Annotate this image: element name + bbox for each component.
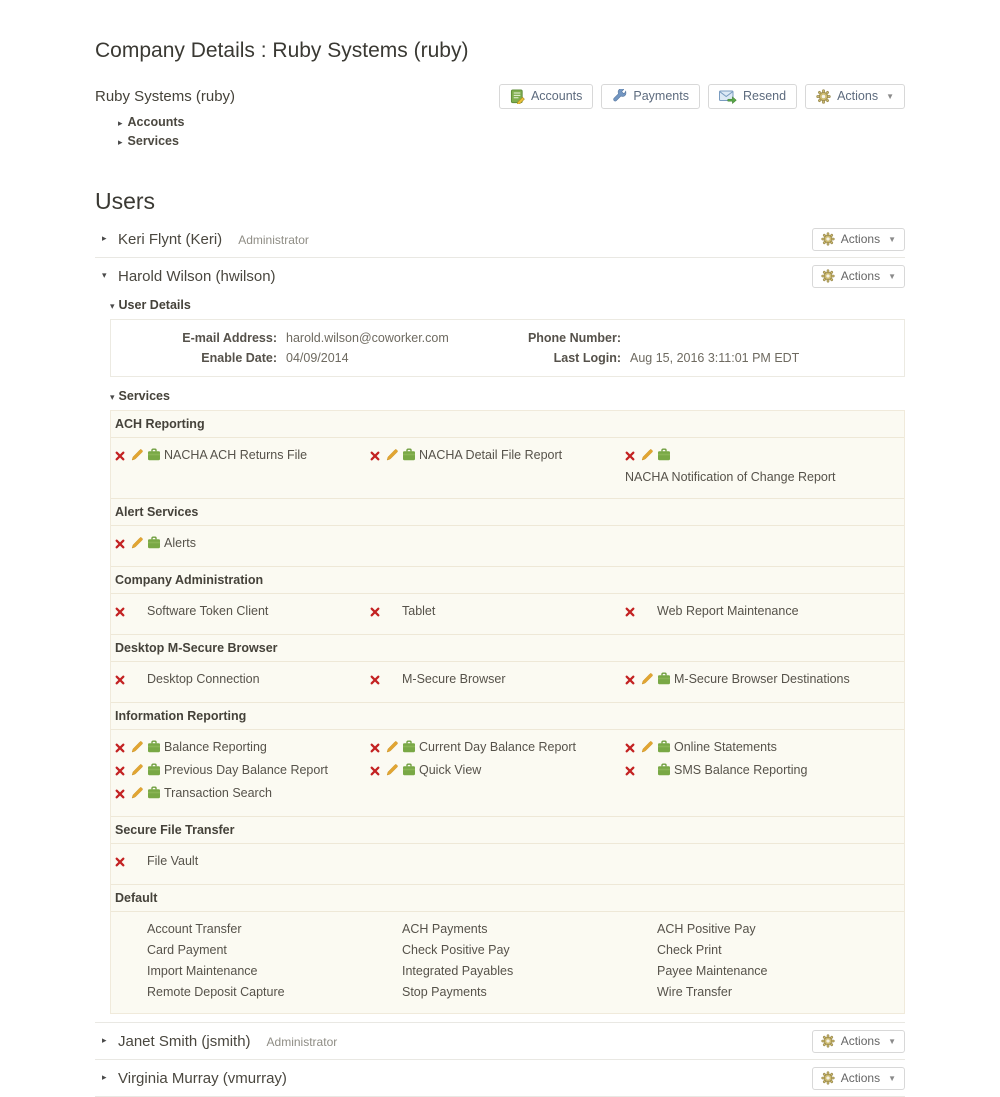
- service-category: [111, 703, 904, 817]
- user-row-toggle[interactable]: [95, 231, 222, 248]
- service-category-items: [111, 730, 904, 817]
- notebook-edit-icon: [510, 89, 525, 104]
- user-row-toggle[interactable]: [95, 1033, 251, 1050]
- service-item: [370, 601, 625, 623]
- pencil-icon: [386, 448, 399, 461]
- edit-service-icon[interactable]: [131, 535, 147, 555]
- remove-service-icon[interactable]: [115, 853, 131, 873]
- remove-service-icon[interactable]: [115, 535, 131, 555]
- service-item: [370, 919, 625, 939]
- briefcase-icon: [657, 740, 671, 753]
- service-category: [111, 567, 904, 635]
- service-item-label: NACHA Notification of Change Report: [625, 470, 836, 484]
- edit-service-icon[interactable]: [131, 739, 147, 759]
- red-x-icon: [115, 675, 125, 685]
- edit-service-icon[interactable]: [386, 447, 402, 467]
- user-name: Virginia Murray (vmurray): [118, 1069, 287, 1087]
- user-block-virginia-murray: [95, 1060, 905, 1097]
- red-x-icon: [625, 451, 635, 461]
- service-item: [625, 919, 880, 939]
- edit-service-icon[interactable]: [641, 671, 657, 691]
- phone-value: [621, 328, 904, 348]
- remove-service-icon[interactable]: [625, 603, 641, 623]
- envelope-send-icon: [719, 90, 737, 104]
- service-item-label: Web Report Maintenance: [657, 604, 799, 618]
- service-category-header: Alert Services: [111, 499, 904, 526]
- service-item: [370, 445, 625, 487]
- entitlements-icon[interactable]: [147, 762, 164, 782]
- enable-date-label: Enable Date:: [201, 351, 277, 365]
- service-category: [111, 817, 904, 885]
- accounts-button[interactable]: [499, 84, 593, 109]
- entitlements-icon[interactable]: [657, 739, 674, 759]
- triangle-down-icon: ▾: [110, 393, 115, 403]
- entitlements-icon[interactable]: [147, 447, 164, 467]
- briefcase-icon: [657, 672, 671, 685]
- enable-date-value: 04/09/2014: [286, 351, 349, 365]
- service-category-items: [111, 662, 904, 703]
- pencil-icon: [131, 763, 144, 776]
- pencil-icon: [386, 740, 399, 753]
- service-item: [115, 783, 370, 805]
- service-item-label: Online Statements: [674, 740, 777, 754]
- red-x-icon: [115, 857, 125, 867]
- email-label: E-mail Address:: [182, 331, 277, 345]
- actions-button-label: Actions: [840, 1033, 881, 1048]
- briefcase-icon: [147, 763, 161, 776]
- briefcase-icon: [147, 536, 161, 549]
- service-item: [115, 961, 370, 981]
- service-item-label: Account Transfer: [147, 922, 242, 936]
- service-category-header: Secure File Transfer: [111, 817, 904, 844]
- services-panel: [110, 410, 905, 1014]
- remove-service-icon[interactable]: [625, 739, 641, 759]
- pencil-icon: [641, 740, 654, 753]
- service-item-label: M-Secure Browser Destinations: [674, 672, 850, 686]
- user-name: Keri Flynt (Keri): [118, 230, 223, 248]
- red-x-icon: [115, 789, 125, 799]
- wrench-icon: [612, 89, 627, 104]
- user-block-harold-wilson: [95, 258, 905, 1023]
- tree-item-label: Services: [127, 134, 179, 148]
- pencil-icon: [386, 763, 399, 776]
- red-x-icon: [115, 539, 125, 549]
- pencil-icon: [641, 448, 654, 461]
- service-item-label: SMS Balance Reporting: [674, 763, 808, 777]
- entitlements-icon[interactable]: [657, 762, 674, 782]
- remove-service-icon[interactable]: [370, 603, 386, 623]
- briefcase-icon: [402, 740, 416, 753]
- actions-button-user[interactable]: [812, 1030, 905, 1053]
- accounts-button-label: Accounts: [530, 89, 583, 103]
- service-item-label: Software Token Client: [147, 604, 269, 618]
- service-item: [115, 737, 370, 759]
- remove-service-icon[interactable]: [115, 671, 131, 691]
- user-block-keri-flynt: [95, 221, 905, 258]
- service-category-header: ACH Reporting: [111, 411, 904, 438]
- chevron-down-icon: ▼: [888, 271, 896, 281]
- actions-button-user[interactable]: [812, 1067, 905, 1090]
- service-category-items: [111, 526, 904, 567]
- tree-item-label: Accounts: [127, 115, 185, 129]
- service-item: [370, 982, 625, 1002]
- company-header: [95, 84, 905, 109]
- entitlements-icon[interactable]: [402, 447, 419, 467]
- service-item-label: Payee Maintenance: [657, 964, 768, 978]
- red-x-icon: [370, 766, 380, 776]
- service-item: [625, 940, 880, 960]
- remove-service-icon[interactable]: [625, 762, 641, 782]
- tree-item-accounts[interactable]: [118, 114, 905, 133]
- service-item-label: ACH Positive Pay: [657, 922, 756, 936]
- edit-service-icon[interactable]: [131, 762, 147, 782]
- edit-service-icon[interactable]: [641, 739, 657, 759]
- edit-service-icon[interactable]: [386, 762, 402, 782]
- user-name: Janet Smith (jsmith): [118, 1032, 251, 1050]
- briefcase-icon: [147, 786, 161, 799]
- triangle-right-icon: ▸: [118, 138, 123, 148]
- service-item: [370, 940, 625, 960]
- page-title: Company Details : Ruby Systems (ruby): [95, 39, 469, 62]
- services-heading: Services: [118, 389, 170, 403]
- service-item-label: File Vault: [147, 854, 199, 868]
- remove-service-icon[interactable]: [625, 671, 641, 691]
- service-category-header: Desktop M-Secure Browser: [111, 635, 904, 662]
- triangle-right-icon: ▸: [118, 119, 123, 129]
- last-login-label: Last Login:: [553, 351, 621, 365]
- user-row-toggle[interactable]: [95, 1070, 287, 1087]
- edit-service-icon[interactable]: [641, 447, 657, 467]
- service-category-items: [111, 594, 904, 635]
- actions-button-label: Actions: [840, 231, 881, 246]
- service-category-header: Default: [111, 885, 904, 912]
- service-item-label: Integrated Payables: [402, 964, 514, 978]
- briefcase-icon: [147, 448, 161, 461]
- service-item: [370, 737, 625, 759]
- service-item-label: Balance Reporting: [164, 740, 267, 754]
- gear-icon: [821, 269, 835, 283]
- remove-service-icon[interactable]: [115, 739, 131, 759]
- service-item-label: Quick View: [419, 763, 482, 777]
- payments-button[interactable]: [601, 84, 700, 109]
- entitlements-icon[interactable]: [657, 447, 674, 467]
- service-item-label: Current Day Balance Report: [419, 740, 577, 754]
- pencil-icon: [131, 536, 144, 549]
- triangle-right-icon: ▸: [102, 234, 107, 244]
- red-x-icon: [115, 607, 125, 617]
- edit-service-icon[interactable]: [131, 785, 147, 805]
- pencil-icon: [131, 448, 144, 461]
- service-item: [370, 669, 625, 691]
- red-x-icon: [625, 766, 635, 776]
- red-x-icon: [625, 607, 635, 617]
- service-item: [625, 737, 880, 759]
- red-x-icon: [115, 743, 125, 753]
- gear-icon: [816, 89, 831, 104]
- red-x-icon: [370, 607, 380, 617]
- service-item-label: Check Print: [657, 943, 722, 957]
- remove-service-icon[interactable]: [115, 785, 131, 805]
- service-item-label: M-Secure Browser: [402, 672, 506, 686]
- entitlements-icon[interactable]: [657, 671, 674, 691]
- edit-service-icon[interactable]: [131, 447, 147, 467]
- service-item: [115, 601, 370, 623]
- service-item-label: Previous Day Balance Report: [164, 763, 328, 777]
- service-item: [115, 919, 370, 939]
- service-category-header: Information Reporting: [111, 703, 904, 730]
- entitlements-icon[interactable]: [402, 762, 419, 782]
- service-item: [370, 961, 625, 981]
- service-item-label: Alerts: [164, 536, 196, 550]
- actions-button-label: Actions: [837, 89, 879, 103]
- services-toggle[interactable]: [110, 387, 905, 407]
- red-x-icon: [625, 743, 635, 753]
- service-item-label: ACH Payments: [402, 922, 488, 936]
- user-role: Administrator: [238, 233, 309, 247]
- red-x-icon: [625, 675, 635, 685]
- service-category-items: [111, 912, 904, 1013]
- user-details-box: [110, 319, 905, 377]
- remove-service-icon[interactable]: [370, 762, 386, 782]
- triangle-right-icon: ▸: [102, 1036, 107, 1046]
- service-item-label: Wire Transfer: [657, 985, 733, 999]
- service-item: [370, 760, 625, 782]
- actions-button-label: Actions: [840, 1070, 881, 1085]
- red-x-icon: [370, 675, 380, 685]
- remove-service-icon[interactable]: [115, 447, 131, 467]
- briefcase-icon: [402, 448, 416, 461]
- tree-item-services[interactable]: [118, 133, 905, 152]
- last-login-value: Aug 15, 2016 3:11:01 PM EDT: [630, 351, 800, 365]
- service-item-label: Check Positive Pay: [402, 943, 510, 957]
- service-item: [625, 961, 880, 981]
- service-item: [115, 982, 370, 1002]
- service-category: [111, 499, 904, 567]
- resend-button-label: Resend: [742, 89, 787, 103]
- remove-service-icon[interactable]: [370, 671, 386, 691]
- remove-service-icon[interactable]: [115, 762, 131, 782]
- chevron-down-icon: ▼: [888, 234, 896, 244]
- remove-service-icon[interactable]: [370, 739, 386, 759]
- resend-button[interactable]: [708, 84, 797, 109]
- service-item-label: Stop Payments: [402, 985, 487, 999]
- actions-button-user[interactable]: [812, 265, 905, 288]
- users-heading: Users: [95, 188, 156, 214]
- email-value: harold.wilson@coworker.com: [286, 331, 449, 345]
- triangle-down-icon: ▾: [102, 271, 107, 281]
- service-item: [625, 760, 880, 782]
- remove-service-icon[interactable]: [370, 447, 386, 467]
- service-item: [115, 445, 370, 487]
- pencil-icon: [131, 740, 144, 753]
- triangle-down-icon: ▾: [110, 302, 115, 312]
- remove-service-icon[interactable]: [115, 603, 131, 623]
- briefcase-icon: [657, 448, 671, 461]
- user-name: Harold Wilson (hwilson): [118, 267, 276, 285]
- company-name: Ruby Systems (ruby): [95, 88, 236, 105]
- service-item: [625, 669, 880, 691]
- entitlements-icon[interactable]: [147, 785, 164, 805]
- red-x-icon: [370, 743, 380, 753]
- service-item-label: Import Maintenance: [147, 964, 258, 978]
- service-item: [115, 851, 370, 873]
- service-item-label: Tablet: [402, 604, 436, 618]
- red-x-icon: [370, 451, 380, 461]
- service-category: [111, 885, 904, 1013]
- service-category: [111, 635, 904, 703]
- service-item: [625, 445, 880, 487]
- chevron-down-icon: ▼: [888, 1073, 896, 1083]
- payments-button-label: Payments: [633, 89, 689, 103]
- service-category-items: [111, 844, 904, 885]
- service-item: [625, 601, 880, 623]
- service-item-label: Transaction Search: [164, 786, 272, 800]
- user-row-toggle[interactable]: [95, 268, 276, 285]
- actions-button-label: Actions: [840, 268, 881, 283]
- user-role: Administrator: [266, 1035, 338, 1049]
- service-item-label: Remote Deposit Capture: [147, 985, 285, 999]
- service-category-header: Company Administration: [111, 567, 904, 594]
- remove-service-icon[interactable]: [625, 447, 641, 467]
- entitlements-icon[interactable]: [147, 739, 164, 759]
- phone-label: Phone Number:: [527, 331, 621, 345]
- entitlements-icon[interactable]: [402, 739, 419, 759]
- pencil-icon: [641, 672, 654, 685]
- service-item-label: NACHA ACH Returns File: [164, 448, 308, 462]
- edit-service-icon[interactable]: [386, 739, 402, 759]
- triangle-right-icon: ▸: [102, 1073, 107, 1083]
- chevron-down-icon: ▼: [888, 1036, 896, 1046]
- chevron-down-icon: ▼: [886, 92, 894, 101]
- service-item: [115, 940, 370, 960]
- service-item: [115, 533, 370, 555]
- user-block-janet-smith: [95, 1023, 905, 1060]
- user-details-toggle[interactable]: [110, 296, 905, 316]
- gear-icon: [821, 232, 835, 246]
- service-category-items: [111, 438, 904, 499]
- briefcase-icon: [657, 763, 671, 776]
- company-toolbar: [499, 84, 905, 109]
- red-x-icon: [115, 766, 125, 776]
- entitlements-icon[interactable]: [147, 535, 164, 555]
- service-item: [115, 669, 370, 691]
- actions-button-company[interactable]: [805, 84, 905, 109]
- actions-button-user[interactable]: [812, 228, 905, 251]
- service-item-label: NACHA Detail File Report: [419, 448, 563, 462]
- briefcase-icon: [147, 740, 161, 753]
- user-details-heading: User Details: [118, 298, 191, 312]
- red-x-icon: [115, 451, 125, 461]
- service-category: [111, 411, 904, 499]
- service-item-label: Card Payment: [147, 943, 227, 957]
- pencil-icon: [131, 786, 144, 799]
- service-item: [115, 760, 370, 782]
- gear-icon: [821, 1071, 835, 1085]
- company-tree: [118, 114, 905, 152]
- gear-icon: [821, 1034, 835, 1048]
- service-item: [625, 982, 880, 1002]
- user-expanded-content: [95, 294, 905, 1022]
- service-item-label: Desktop Connection: [147, 672, 260, 686]
- briefcase-icon: [402, 763, 416, 776]
